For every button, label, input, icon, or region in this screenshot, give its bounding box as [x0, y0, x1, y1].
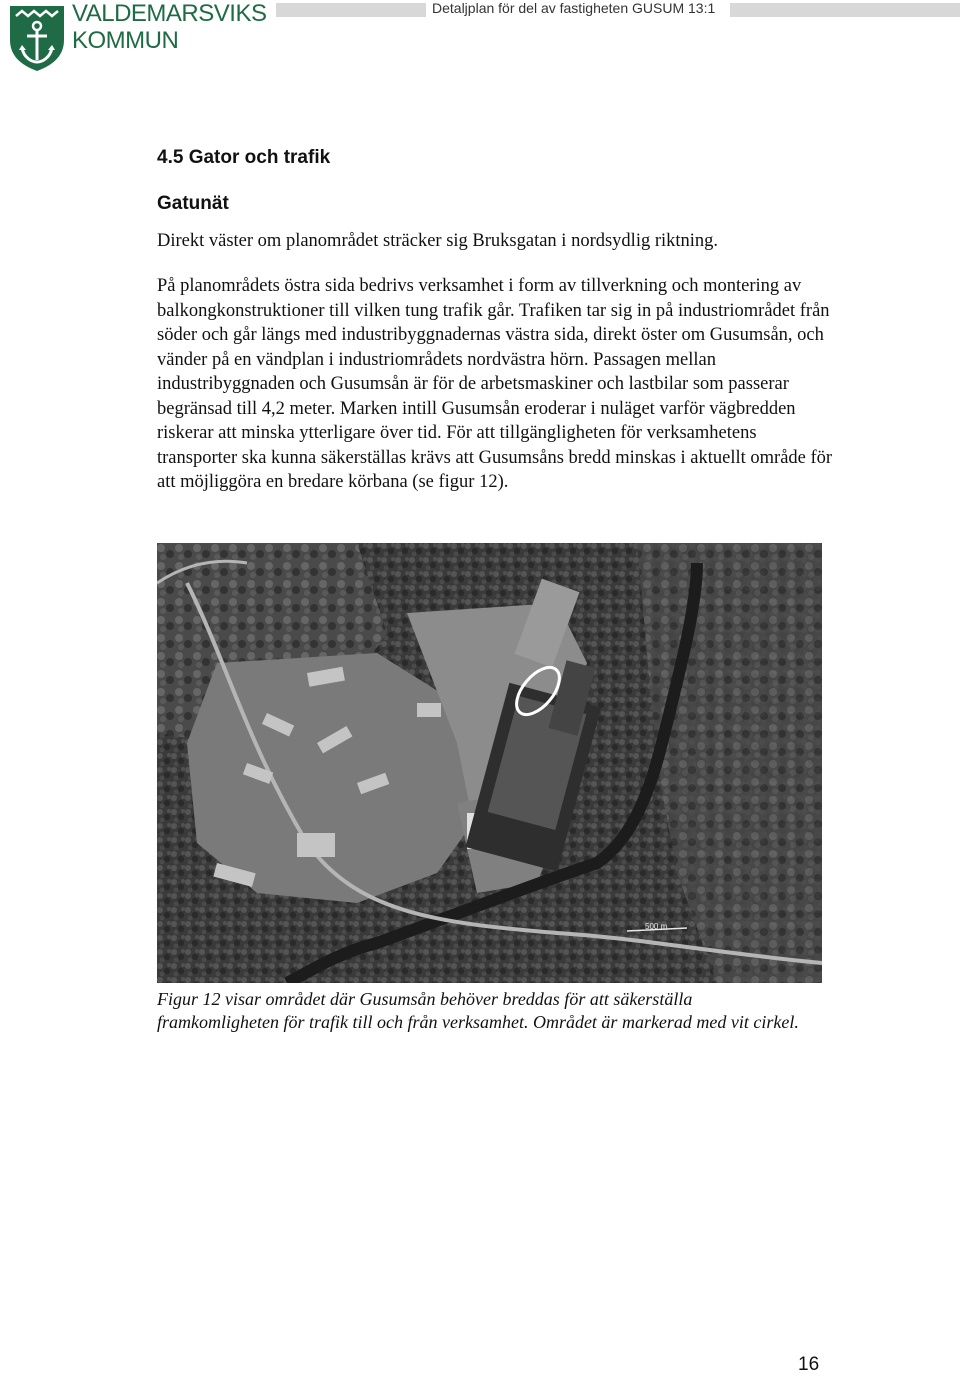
document-title: Detaljplan för del av fastigheten GUSUM 13:1	[432, 0, 716, 16]
figure-caption: Figur 12 visar området där Gusumsån behöver breddas för att säkerställa framkomligheten för trafik till och från verksamhet. Området är markerad med vit cirkel.	[157, 989, 799, 1032]
organization-name	[72, 0, 266, 54]
organization-name-line2: KOMMUN	[72, 27, 179, 54]
header-rule-left	[276, 3, 426, 17]
header-rule-right	[730, 3, 960, 17]
subheading: Gatunät	[157, 193, 229, 214]
paragraph-2: På planområdets östra sida bedrivs verksamhet i form av tillverkning och montering av balkongkonstruktioner till vilken tung trafik går. Trafiken tar sig in på industriområdet från söder och går längs med industribyggnadernas västra sida, direkt öster om Gusumsån, och vänder på en vändplan i industriområdets nordvästra hörn. Passagen mellan industribyggnaden och Gusumsån är för de arbetsmaskiner och lastbilar som passerar begränsad till 4,2 meter. Marken intill Gusumsån eroderar i nuläget varför vägbredden riskerar att minska ytterligare över tid. För att tillgängligheten för verksamhetens transporter ska kunna säkerställas krävs att Gusumsåns bredd minskas i aktuellt område för att möjliggöra en bredare körbana (se figur 12).	[157, 276, 833, 492]
anchor-shield-icon	[6, 2, 68, 72]
aerial-photo	[157, 543, 822, 983]
page-number: 16	[798, 1354, 820, 1375]
aerial-photo-figure	[157, 543, 822, 983]
scale-bar-label: 500 m	[645, 922, 668, 931]
organization-name-line1: VALDEMARSVIKS	[72, 0, 267, 27]
page-header	[0, 0, 960, 80]
section-heading: 4.5 Gator och trafik	[157, 147, 331, 168]
paragraph-1: Direkt väster om planområdet sträcker sig Bruksgatan i nordsydlig riktning.	[157, 231, 719, 251]
